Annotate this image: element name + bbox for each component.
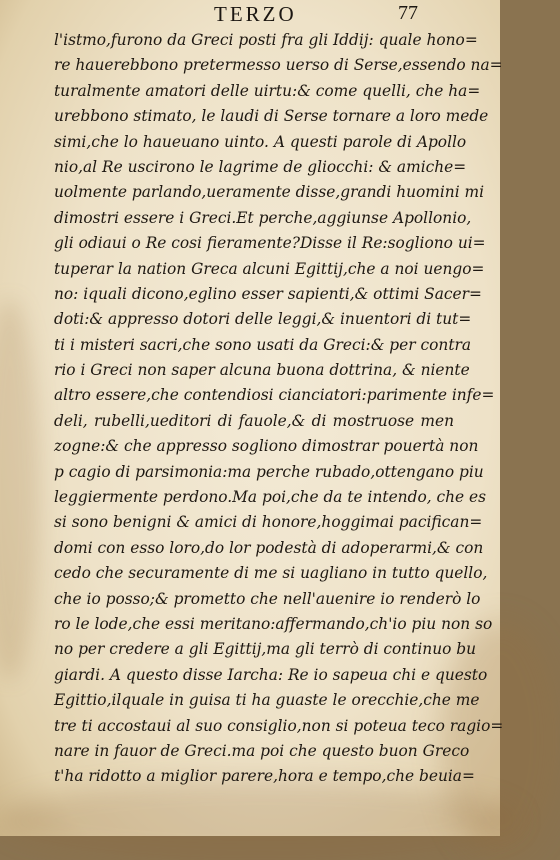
- text-line: doti:& appresso dotori delle leggi,& inuentori di tut=: [54, 310, 472, 329]
- text-line: dimostri essere i Greci.Et perche,aggiunse Apollonio,: [54, 208, 472, 227]
- text-line: urebbono stimato, le laudi di Serse tornare a loro mede: [54, 107, 489, 126]
- text-line: domi con esso loro,do lor podestà di adoperarmi,& con: [54, 538, 484, 557]
- text-line: altro essere,che contendiosi cianciatori:parimente infe=: [54, 386, 495, 405]
- text-line: che io posso;& prometto che nell'auenire io renderò lo: [54, 589, 481, 608]
- page-header: [0, 2, 500, 28]
- text-line: l'istmo,furono da Greci posti fra gli Iddij: quale hono=: [54, 31, 478, 49]
- text-line: nare in fauor de Greci.ma poi che questo buon Greco: [54, 741, 470, 760]
- text-line: Egittio,ilquale in guisa ti ha guaste le orecchie,che me: [54, 691, 480, 710]
- text-line: simi,che lo haueuano uinto. A questi parole di Apollo: [54, 132, 467, 151]
- text-line: si sono benigni & amici di honore,hoggimai pacifican=: [54, 513, 483, 532]
- text-line: deli, rubelli,ueditori di fauole,& di mostruose men: [54, 411, 454, 430]
- text-line: tre ti accostaui al suo consiglio,non si poteua teco ragio=: [54, 716, 504, 735]
- running-head: TERZO: [214, 2, 297, 26]
- text-line: cedo che securamente di me si uagliano in tutto quello,: [54, 564, 488, 583]
- text-line: zogne:& che appresso sogliono dimostrar pouertà non: [54, 437, 479, 456]
- text-line: nio,al Re uscirono le lagrime de gliocchi: & amiche=: [54, 157, 467, 176]
- paper-stain-left: [0, 300, 40, 680]
- text-line: ti i misteri sacri,che sono usati da Greci:& per contra: [54, 335, 472, 354]
- text-line: turalmente amatori delle uirtu:& come quelli, che ha=: [54, 81, 481, 100]
- text-line: ro le lode,che essi meritano:affermando,ch'io piu non so: [54, 614, 493, 633]
- paper-stain-bottom: [0, 780, 520, 860]
- page-number: 77: [398, 2, 418, 24]
- text-line: leggiermente perdono.Ma poi,che da te intendo, che es: [54, 488, 487, 507]
- text-line: re hauerebbono pretermesso uerso di Serse,essendo na=: [54, 56, 503, 75]
- text-line: rio i Greci non saper alcuna buona dottrina, & niente: [54, 361, 470, 380]
- text-line: uolmente parlando,ueramente disse,grandi huomini mi: [54, 183, 485, 202]
- body-text: [54, 28, 504, 790]
- text-line: t'ha ridotto a miglior parere,hora e tempo,che beuia=: [54, 767, 475, 786]
- text-line: giardi. A questo disse Iarcha: Re io sapeua chi e questo: [54, 665, 488, 684]
- text-line: tuperar la nation Greca alcuni Egittij,che a noi uengo=: [54, 259, 485, 278]
- text-line: no per credere a gli Egittij,ma gli terrò di continuo bu: [54, 640, 477, 659]
- text-line: p cagio di parsimonia:ma perche rubado,ottengano piu: [54, 462, 484, 481]
- text-line: no: iquali dicono,eglino esser sapienti,& ottimi Sacer=: [54, 284, 482, 303]
- text-line: gli odiaui o Re cosi fieramente?Disse il Re:sogliono ui=: [54, 234, 486, 253]
